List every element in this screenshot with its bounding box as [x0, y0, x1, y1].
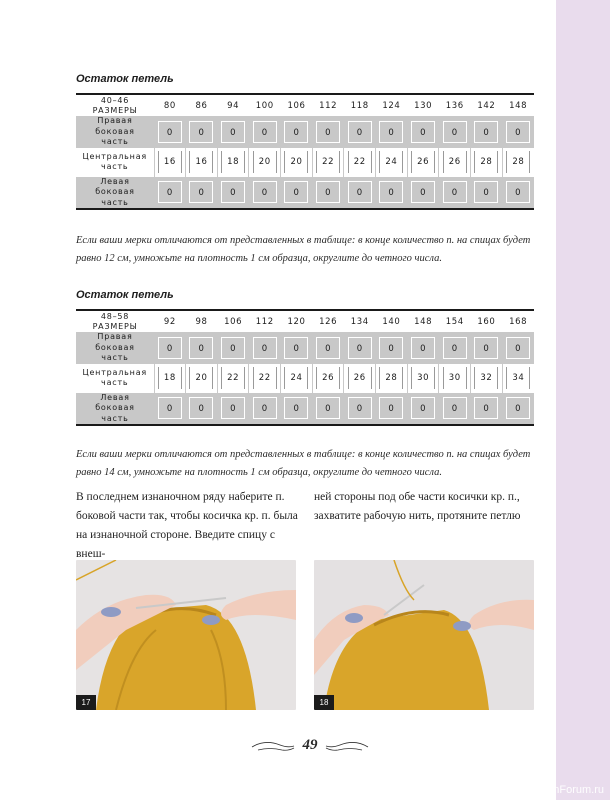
body-text-right-column: [314, 488, 544, 526]
value-cell: [249, 393, 281, 426]
value-cell: [217, 364, 249, 393]
value-cell: [344, 332, 376, 364]
value-text: 0: [474, 337, 498, 359]
value-cell: [217, 177, 249, 210]
value-cell: [376, 148, 408, 177]
size-header-cell: 160: [471, 310, 503, 332]
sizes-table-2: [76, 309, 534, 426]
page-number-footer: [250, 735, 370, 759]
size-header-cell: 120: [281, 310, 313, 332]
value-text: 0: [221, 121, 245, 143]
value-text: 0: [474, 121, 498, 143]
value-text: 0: [284, 121, 308, 143]
value-cell: [186, 116, 218, 148]
value-cell: [249, 116, 281, 148]
size-header-cell: 92: [154, 310, 186, 332]
value-text: 0: [158, 121, 182, 143]
value-cell: [281, 332, 313, 364]
side-stripe: [556, 0, 610, 800]
value-cell: [154, 148, 186, 177]
size-header-cell: 126: [312, 310, 344, 332]
value-text: 24: [379, 151, 403, 173]
value-text: 0: [253, 181, 277, 203]
value-cell: [281, 148, 313, 177]
sizes-header-label: [76, 310, 154, 332]
photo-knitting-step-18: [314, 560, 534, 710]
value-text: 26: [316, 367, 340, 389]
row-label: Центральная часть: [76, 364, 154, 393]
size-range: 40–46: [100, 95, 130, 105]
value-cell: [439, 364, 471, 393]
value-cell: [502, 332, 534, 364]
value-cell: [407, 364, 439, 393]
value-cell: [407, 148, 439, 177]
value-text: 0: [348, 181, 372, 203]
value-text: 0: [253, 121, 277, 143]
value-cell: [376, 393, 408, 426]
value-cell: [249, 332, 281, 364]
value-text: 0: [348, 397, 372, 419]
value-cell: [217, 116, 249, 148]
size-header-cell: 98: [186, 310, 218, 332]
value-cell: [376, 177, 408, 210]
value-text: 0: [379, 397, 403, 419]
size-header-cell: 142: [471, 94, 503, 116]
value-text: 0: [316, 121, 340, 143]
value-cell: [407, 116, 439, 148]
value-cell: [312, 177, 344, 210]
row-label: Правая боковая часть: [76, 332, 154, 364]
table-row-right-part: [76, 332, 534, 364]
value-text: 0: [316, 337, 340, 359]
size-header-cell: 148: [407, 310, 439, 332]
table-row-center-part: [76, 148, 534, 177]
size-header-cell: 140: [376, 310, 408, 332]
value-text: 0: [158, 397, 182, 419]
value-text: 0: [443, 337, 467, 359]
value-cell: [376, 332, 408, 364]
value-text: 0: [348, 121, 372, 143]
value-text: 0: [284, 181, 308, 203]
knitting-photo-illustration: [314, 560, 534, 710]
value-cell: [439, 177, 471, 210]
value-cell: [344, 393, 376, 426]
value-cell: [344, 177, 376, 210]
section-title-1: Остаток петель: [76, 73, 174, 85]
value-text: 0: [158, 181, 182, 203]
value-text: 24: [284, 367, 308, 389]
value-text: 26: [348, 367, 372, 389]
row-label: Правая боковая часть: [76, 116, 154, 148]
value-cell: [249, 177, 281, 210]
value-text: 28: [379, 367, 403, 389]
value-cell: [471, 364, 503, 393]
value-cell: [312, 116, 344, 148]
value-text: 0: [316, 181, 340, 203]
value-cell: [186, 393, 218, 426]
value-text: 0: [221, 181, 245, 203]
value-text: 0: [189, 181, 213, 203]
section-title-2: Остаток петель: [76, 289, 174, 301]
watermark-text: PassionForum.ru: [520, 784, 604, 796]
value-cell: [249, 364, 281, 393]
size-header-cell: 134: [344, 310, 376, 332]
value-text: 18: [158, 367, 182, 389]
value-text: 0: [158, 337, 182, 359]
table-header-row: [76, 310, 534, 332]
value-text: 16: [189, 151, 213, 173]
value-cell: [471, 393, 503, 426]
value-cell: [502, 116, 534, 148]
size-header-cell: 86: [186, 94, 218, 116]
size-header-cell: 112: [249, 310, 281, 332]
note-2: Если ваши мерки отличаются от представленных в таблице: в конце количество п. на спицах будет равно 14 см, умножьте на плотность 1 см образца, округлите до четного числа.: [76, 449, 531, 478]
value-cell: [281, 116, 313, 148]
value-text: 0: [316, 397, 340, 419]
table-header-row: [76, 94, 534, 116]
value-cell: [376, 116, 408, 148]
value-text: 28: [474, 151, 498, 173]
page-number: 49: [302, 737, 318, 753]
size-header-cell: 130: [407, 94, 439, 116]
value-text: 0: [411, 397, 435, 419]
value-cell: [502, 364, 534, 393]
value-cell: [312, 332, 344, 364]
size-header-cell: 154: [439, 310, 471, 332]
value-text: 0: [411, 181, 435, 203]
sizes-table-1: [76, 93, 534, 210]
value-cell: [407, 332, 439, 364]
value-text: 0: [411, 337, 435, 359]
value-text: 26: [411, 151, 435, 173]
value-text: 20: [284, 151, 308, 173]
value-text: 18: [221, 151, 245, 173]
table-row-center-part: [76, 364, 534, 393]
value-cell: [502, 177, 534, 210]
size-header-cell: 136: [439, 94, 471, 116]
value-text: 0: [506, 337, 530, 359]
row-label: Левая боковая часть: [76, 177, 154, 210]
value-text: 0: [506, 121, 530, 143]
value-text: 0: [189, 397, 213, 419]
knitting-photo-illustration: [76, 560, 296, 710]
value-cell: [439, 148, 471, 177]
size-header-cell: 112: [312, 94, 344, 116]
body-text-left-column: [76, 488, 298, 564]
size-header-cell: 106: [217, 310, 249, 332]
value-cell: [344, 364, 376, 393]
value-text: 0: [348, 337, 372, 359]
body-line: боковой части так, чтобы косичка кр. п. была: [76, 510, 298, 522]
size-header-cell: 100: [249, 94, 281, 116]
value-text: 0: [443, 397, 467, 419]
value-cell: [281, 177, 313, 210]
value-cell: [154, 177, 186, 210]
value-text: 0: [221, 337, 245, 359]
value-cell: [154, 393, 186, 426]
value-text: 20: [189, 367, 213, 389]
value-cell: [312, 148, 344, 177]
value-text: 16: [158, 151, 182, 173]
value-cell: [312, 393, 344, 426]
size-header-cell: 94: [217, 94, 249, 116]
size-header-cell: 148: [502, 94, 534, 116]
value-cell: [281, 364, 313, 393]
value-cell: [471, 177, 503, 210]
value-text: 28: [506, 151, 530, 173]
value-cell: [217, 332, 249, 364]
value-cell: [344, 116, 376, 148]
value-text: 0: [506, 181, 530, 203]
value-cell: [249, 148, 281, 177]
sizes-header-label: [76, 94, 154, 116]
value-text: 22: [316, 151, 340, 173]
value-cell: [217, 148, 249, 177]
body-line: В последнем изнаночном ряду наберите п.: [76, 491, 285, 503]
body-line: на изнаночной стороне. Введите спицу с внеш-: [76, 529, 275, 560]
table-row-left-part: [76, 177, 534, 210]
body-line: ней стороны под обе части косички кр. п.,: [314, 491, 520, 503]
value-text: 0: [189, 337, 213, 359]
size-header-cell: 106: [281, 94, 313, 116]
value-cell: [217, 393, 249, 426]
value-cell: [186, 148, 218, 177]
value-text: 26: [443, 151, 467, 173]
value-cell: [407, 177, 439, 210]
value-cell: [154, 332, 186, 364]
value-cell: [154, 116, 186, 148]
value-text: 0: [253, 337, 277, 359]
value-cell: [502, 148, 534, 177]
value-text: 20: [253, 151, 277, 173]
value-text: 0: [506, 397, 530, 419]
value-text: 0: [284, 337, 308, 359]
size-header-cell: 80: [154, 94, 186, 116]
size-header-cell: 118: [344, 94, 376, 116]
note-1: Если ваши мерки отличаются от представленных в таблице: в конце количество п. на спицах будет равно 12 см, умножьте на плотность 1 см образца, округлите до четного числа.: [76, 235, 531, 264]
value-cell: [186, 364, 218, 393]
sizes-word: РАЗМЕРЫ: [92, 105, 138, 115]
value-cell: [407, 393, 439, 426]
value-text: 30: [411, 367, 435, 389]
value-cell: [471, 116, 503, 148]
value-text: 0: [379, 337, 403, 359]
value-cell: [186, 177, 218, 210]
body-line: захватите рабочую нить, протяните петлю: [314, 510, 521, 522]
row-label: Центральная часть: [76, 148, 154, 177]
value-text: 0: [379, 181, 403, 203]
value-text: 0: [221, 397, 245, 419]
row-label: Левая боковая часть: [76, 393, 154, 426]
value-text: 30: [443, 367, 467, 389]
value-text: 0: [379, 121, 403, 143]
size-header-cell: 124: [376, 94, 408, 116]
value-cell: [186, 332, 218, 364]
value-text: 34: [506, 367, 530, 389]
sizes-word: РАЗМЕРЫ: [92, 321, 138, 331]
value-text: 0: [443, 181, 467, 203]
value-text: 22: [253, 367, 277, 389]
table-row-left-part: [76, 393, 534, 426]
value-cell: [439, 393, 471, 426]
value-text: 22: [221, 367, 245, 389]
value-text: 0: [411, 121, 435, 143]
photo-number-badge: 17: [76, 695, 96, 710]
value-cell: [439, 332, 471, 364]
size-header-cell: 168: [502, 310, 534, 332]
value-cell: [154, 364, 186, 393]
value-cell: [471, 332, 503, 364]
value-cell: [376, 364, 408, 393]
table-row-right-part: [76, 116, 534, 148]
value-text: 0: [443, 121, 467, 143]
value-text: 32: [474, 367, 498, 389]
size-range: 48–58: [100, 311, 130, 321]
value-text: 0: [189, 121, 213, 143]
value-cell: [312, 364, 344, 393]
photo-number-badge: 18: [314, 695, 334, 710]
value-text: 0: [474, 181, 498, 203]
value-text: 22: [348, 151, 372, 173]
value-cell: [439, 116, 471, 148]
value-cell: [281, 393, 313, 426]
photo-knitting-step-17: [76, 560, 296, 710]
value-text: 0: [474, 397, 498, 419]
value-cell: [502, 393, 534, 426]
value-cell: [344, 148, 376, 177]
value-text: 0: [253, 397, 277, 419]
value-cell: [471, 148, 503, 177]
value-text: 0: [284, 397, 308, 419]
